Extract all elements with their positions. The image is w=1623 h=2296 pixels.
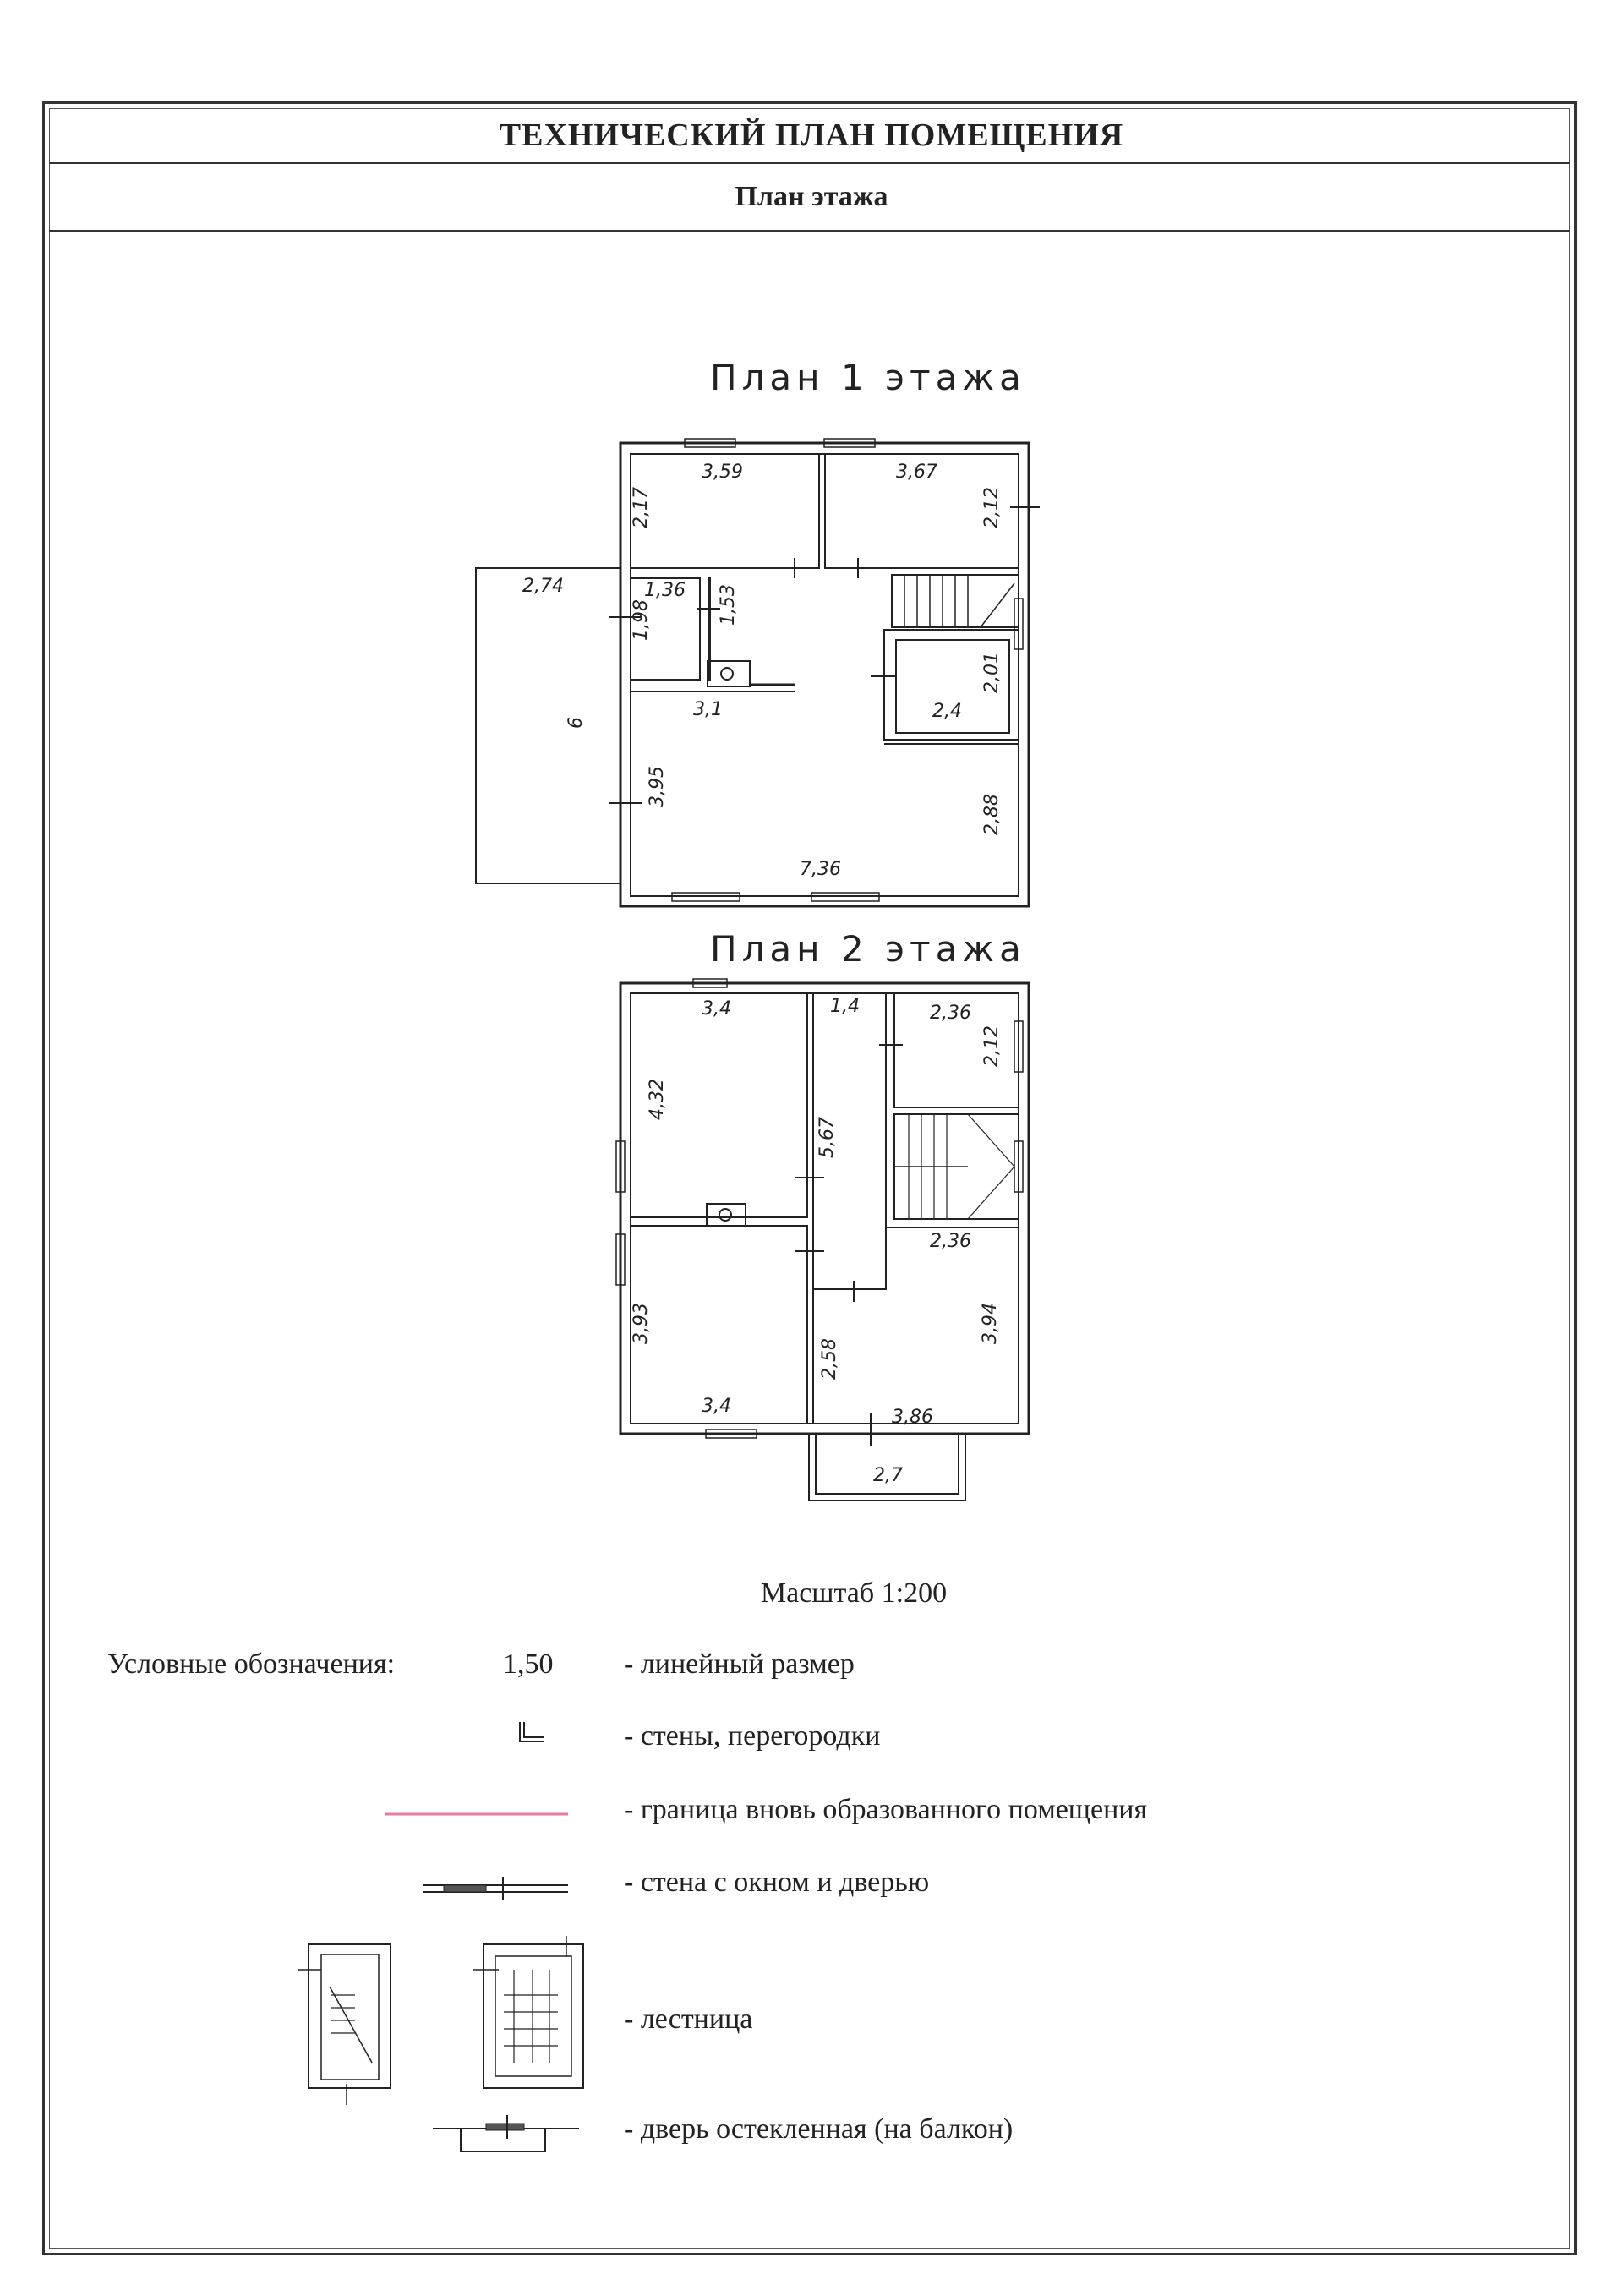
dim-label: 3,67: [896, 462, 937, 483]
dim-label: 3,86: [892, 1407, 933, 1428]
dim-label: 2,36: [930, 1003, 971, 1024]
floor2-title: План 2 этажа: [710, 928, 1026, 970]
dim-label: 1,4: [830, 996, 860, 1017]
dim-label: 1,98: [631, 599, 652, 641]
dim-label: 2,74: [522, 576, 564, 597]
page-subtitle: План этажа: [735, 181, 888, 212]
dim-label: 2,12: [981, 1025, 1003, 1067]
dim-label: 1,53: [718, 584, 739, 626]
dim-label: 6: [566, 717, 587, 729]
dim-label: 1,36: [644, 580, 686, 601]
legend-item-wall-window-door: - стена с окном и дверью: [624, 1867, 930, 1898]
dim-label: 3,1: [693, 699, 723, 720]
dim-label: 3,59: [702, 462, 743, 483]
legend-heading: Условные обозначения:: [107, 1648, 396, 1680]
legend-symbols: [298, 1722, 583, 2151]
legend-symbol-dimension: 1,50: [503, 1648, 554, 1680]
dim-label: 3,93: [631, 1303, 652, 1344]
floor1-title: План 1 этажа: [710, 357, 1026, 398]
dim-label: 2,7: [873, 1465, 903, 1486]
legend-item-glazed-door: - дверь остекленная (на балкон): [624, 2113, 1014, 2145]
dim-label: 2,01: [981, 652, 1003, 693]
dim-label: 3,94: [980, 1303, 1001, 1344]
scale-label: Масштаб 1:200: [760, 1577, 948, 1609]
dim-label: 2,36: [930, 1231, 971, 1252]
dim-label: 3,4: [702, 1396, 731, 1417]
dim-label: 2,58: [819, 1338, 840, 1380]
floor2-dimensions: [631, 996, 1003, 1486]
legend-item-boundary: - граница вновь образованного помещения: [624, 1794, 1148, 1825]
dim-label: 2,12: [981, 487, 1003, 528]
dim-label: 3,95: [647, 766, 668, 807]
dim-label: 2,88: [981, 794, 1003, 835]
dim-label: 2,4: [932, 701, 962, 722]
legend-item-walls: - стены, перегородки: [624, 1720, 881, 1752]
legend-item-dimension: - линейный размер: [624, 1648, 855, 1680]
dim-label: 7,36: [800, 859, 841, 880]
dim-label: 3,4: [702, 998, 731, 1020]
floor1-plan: [476, 439, 1040, 906]
legend-item-staircase: - лестница: [624, 2004, 753, 2035]
floor1-dimensions: [522, 462, 1003, 880]
page-title: ТЕХНИЧЕСКИЙ ПЛАН ПОМЕЩЕНИЯ: [499, 118, 1124, 153]
dim-label: 5,67: [817, 1117, 838, 1158]
dim-label: 2,17: [631, 487, 652, 528]
dim-label: 4,32: [647, 1079, 668, 1120]
